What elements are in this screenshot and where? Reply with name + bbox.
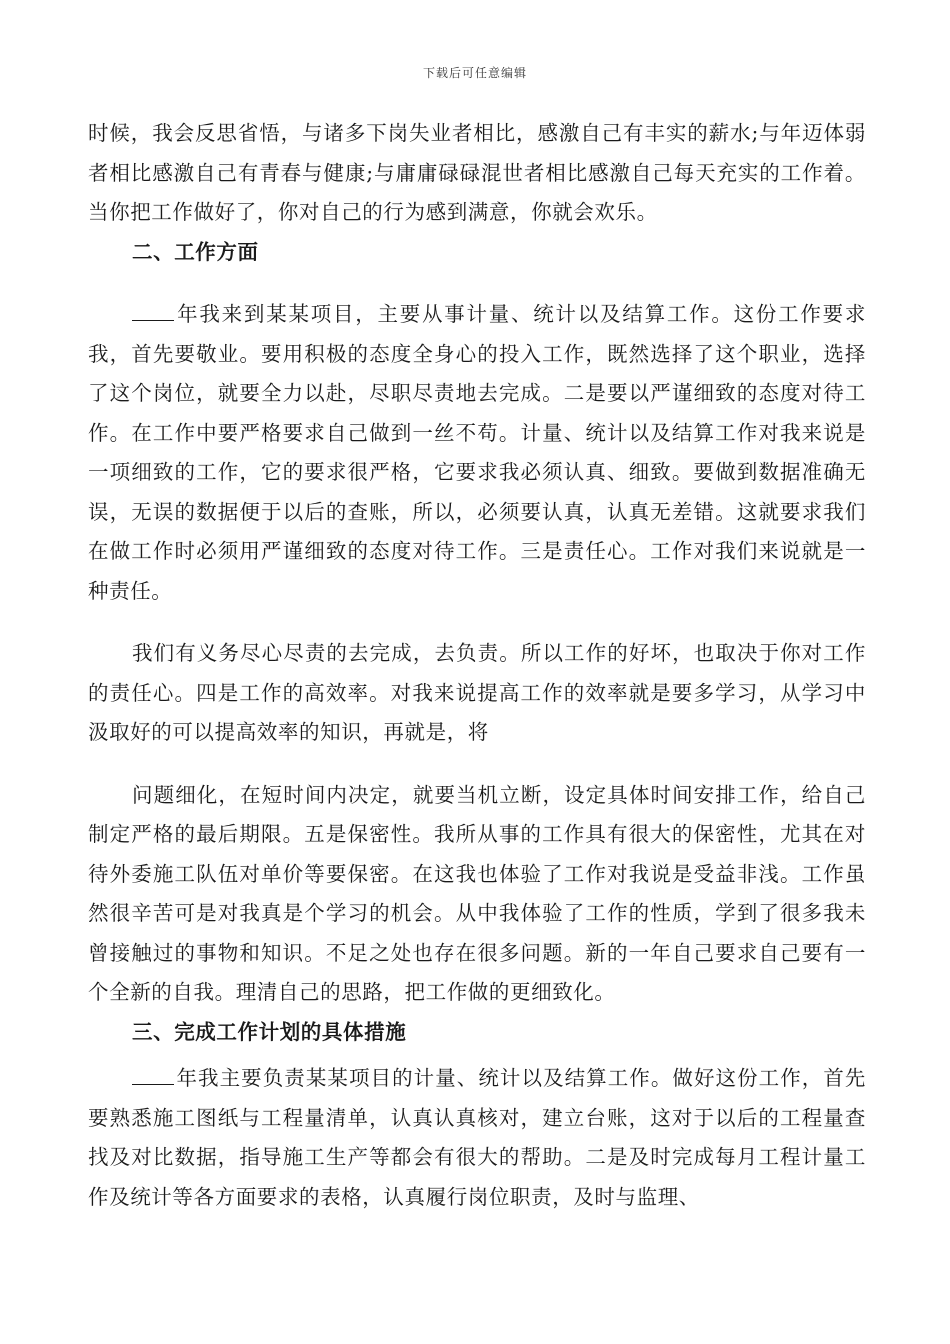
paragraph-work-intro-text: 年我来到某某项目，主要从事计量、统计以及结算工作。这份工作要求我，首先要敬业。要用积极的态度全身心的投入工作，既然选择了这个职业，选择了这个岗位，就要全力以赴，尽职尽责地去完成。二是要以严谨细致的态度对待工作。在工作中要严格要求自己做到一丝不苟。计量、统计以及结算工作对我来说是一项细致的工作，它的要求很严格，它要求我必须认真、细致。要做到数据准确无误，无误的数据便于以后的查账，所以，必须要认真，认真无差错。这就要求我们在做工作时必须用严谨细致的态度对待工作。三是责任心。工作对我们来说就是一种责任。 bbox=[88, 302, 866, 603]
year-blank bbox=[132, 302, 174, 321]
paragraph-continuation: 时候，我会反思省悟，与诸多下岗失业者相比，感激自己有丰实的薪水;与年迈体弱者相比感激自己有青春与健康;与庸庸碌碌混世者相比感激自己每天充实的工作着。当你把工作做好了，你对自己的行为感到满意，你就会欢乐。 bbox=[88, 121, 866, 224]
paragraph-details: 问题细化，在短时间内决定，就要当机立断，设定具体时间安排工作，给自己制定严格的最后期限。五是保密性。我所从事的工作具有很大的保密性，尤其在对待外委施工队伍对单价等要保密。在这我也体验了工作对我说是受益非浅。工作虽然很辛苦可是对我真是个学习的机会。从中我体验了工作的性质，学到了很多我未曾接触过的事物和知识。不足之处也存在很多问题。新的一年自己要求自己要有一个全新的自我。理清自己的思路，把工作做的更细致化。 bbox=[88, 782, 866, 1004]
year-blank bbox=[132, 1066, 174, 1085]
paragraph-measures-text: 年我主要负责某某项目的计量、统计以及结算工作。做好这份工作，首先要熟悉施工图纸与工程量清单，认真认真核对，建立台账，这对于以后的工程量查找及对比数据，指导施工生产等都会有很大的帮助。二是及时完成每月工程计量工作及统计等各方面要求的表格，认真履行岗位职责，及时与监理、 bbox=[88, 1066, 866, 1209]
paragraph-responsibility: 我们有义务尽心尽责的去完成，去负责。所以工作的好坏，也取决于你对工作的责任心。四是工作的高效率。对我来说提高工作的效率就是要多学习，从学习中汲取好的可以提高效率的知识，再就是，将 bbox=[88, 641, 866, 744]
section-heading-work: 二、工作方面 bbox=[132, 239, 259, 264]
section-heading-measures: 三、完成工作计划的具体措施 bbox=[132, 1019, 407, 1044]
paragraph-measures bbox=[88, 1059, 866, 1217]
document-body bbox=[88, 114, 866, 1217]
page-header: 下载后可任意编辑 bbox=[422, 66, 527, 80]
paragraph-work-intro bbox=[88, 295, 866, 611]
